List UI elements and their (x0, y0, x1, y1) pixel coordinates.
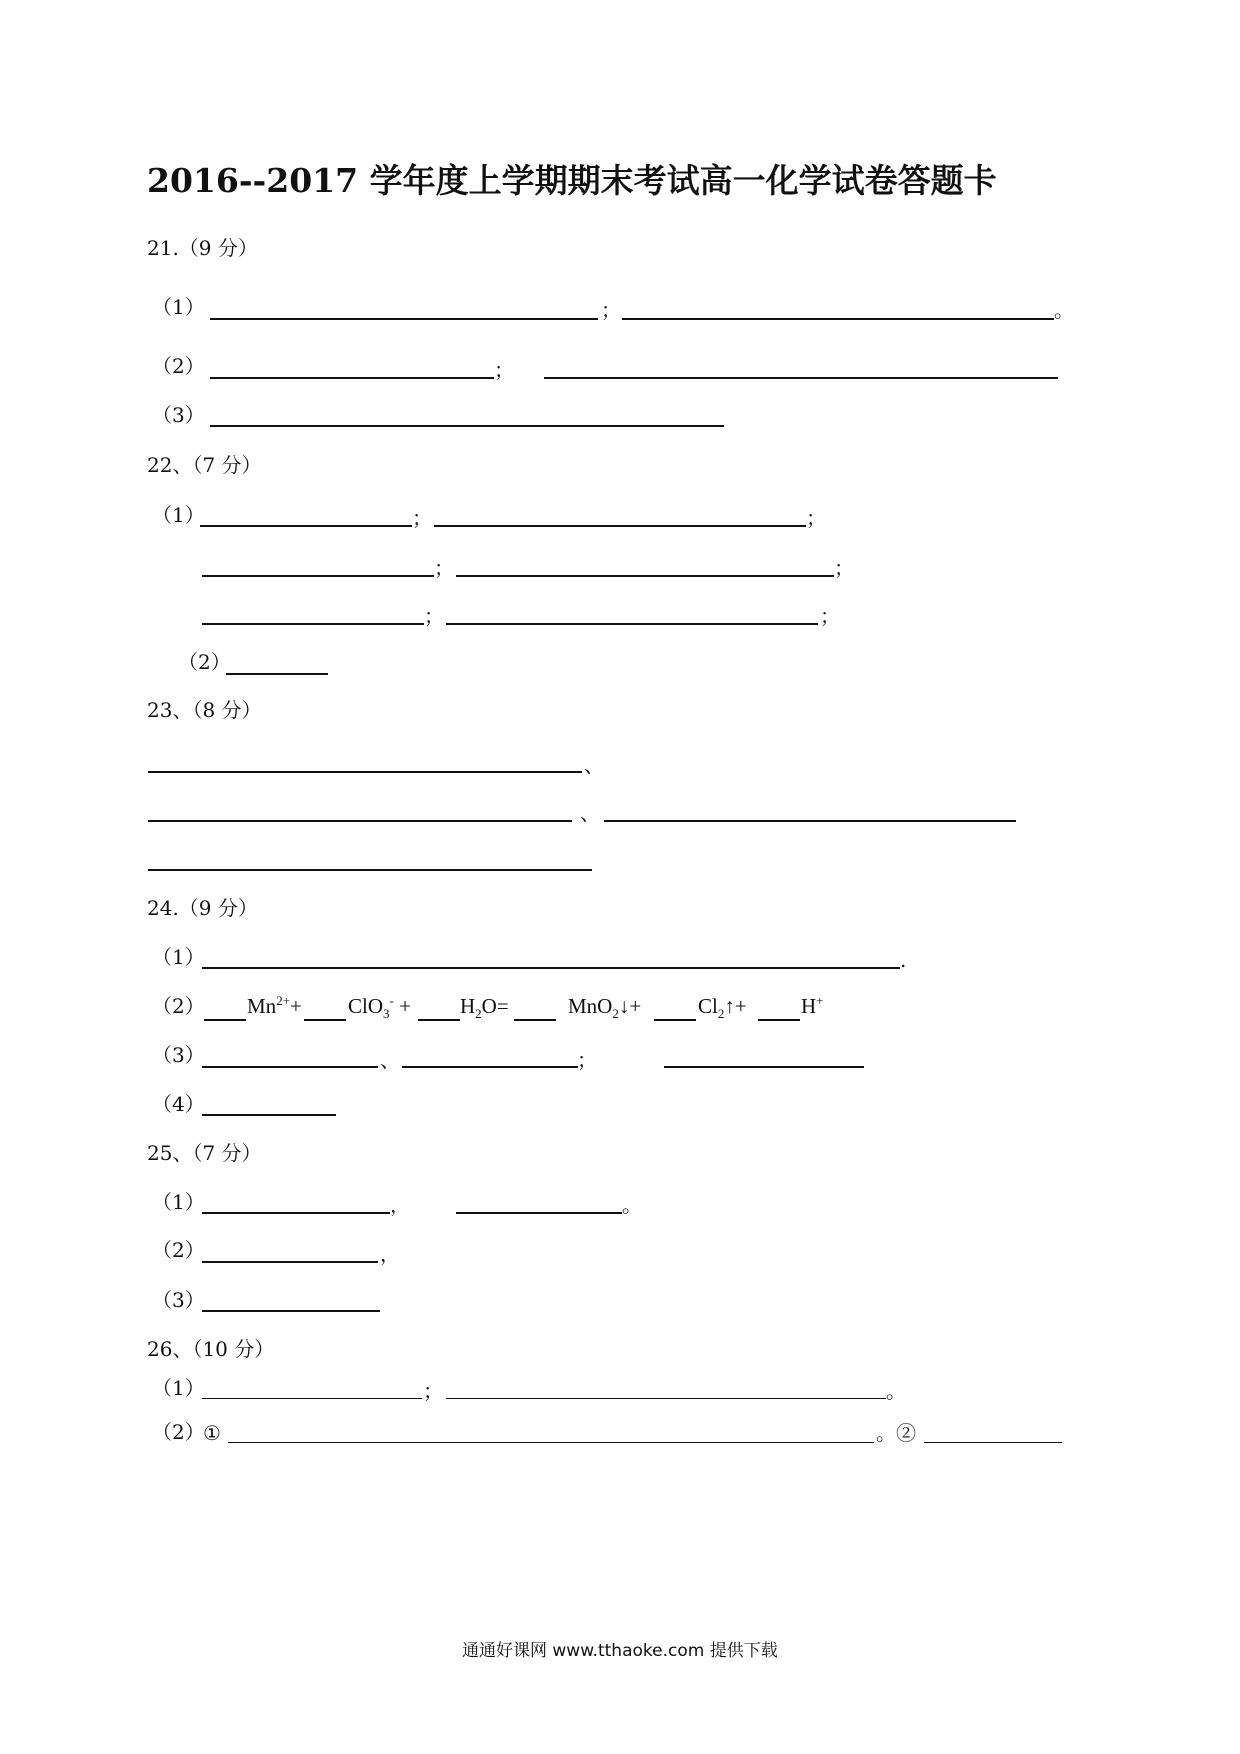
q24-2-coef-mno2[interactable] (514, 1019, 556, 1021)
q26-part-2-label: （2） (152, 1420, 205, 1444)
q24-4-blank[interactable] (202, 1114, 336, 1116)
q23-separator-b: 、 (580, 801, 600, 825)
q21-1-period: 。 (1054, 298, 1074, 322)
q22-1-semicolon-b: ； (806, 506, 826, 530)
q22-1-blank-a[interactable] (200, 525, 412, 527)
q22-part-2-label: （2） (178, 650, 231, 674)
q24-part-4-label: （4） (152, 1092, 205, 1116)
q26-1-semicolon: ； (423, 1379, 443, 1403)
q24-2-cl2: $Cl_2↑+$ (698, 994, 747, 1022)
q22-1-blank-c[interactable] (202, 575, 434, 577)
q24-part-3-label: （3） (152, 1043, 205, 1067)
q21-part-2-label: （2） (152, 354, 205, 378)
q23-blank-b[interactable] (148, 820, 572, 822)
q23-blank-a[interactable] (148, 771, 582, 773)
q24-2-mno2: MnO$_2$↓+ (568, 994, 642, 1022)
q25-part-2-label: （2） (152, 1238, 205, 1262)
question-22-header: 22、（7 分） (147, 453, 262, 477)
q21-2-blank-a[interactable] (210, 377, 494, 379)
q21-2-semicolon: ； (494, 358, 514, 382)
q22-1-blank-d[interactable] (456, 575, 834, 577)
q26-1-blank-b[interactable] (446, 1398, 886, 1399)
q26-1-period: 。 (886, 1379, 906, 1403)
q24-3-blank-a[interactable] (202, 1066, 378, 1068)
q22-1-semicolon-c: ； (434, 556, 454, 580)
q25-3-blank[interactable] (202, 1310, 380, 1312)
q21-3-blank[interactable] (210, 425, 724, 427)
q22-1-semicolon-e: ； (424, 604, 444, 628)
q26-2-period-circled-2: 。② (876, 1421, 916, 1445)
q22-1-blank-f[interactable] (446, 623, 818, 625)
q26-2-circled-1: ① (203, 1421, 221, 1445)
q24-3-blank-b[interactable] (402, 1066, 578, 1068)
q22-1-semicolon-f: ； (820, 604, 840, 628)
q26-1-blank-a[interactable] (202, 1398, 422, 1399)
question-23-header: 23、（8 分） (147, 698, 262, 722)
page-title: 2016--2017 学年度上学期期末考试高一化学试卷答题卡 (147, 161, 997, 200)
q21-1-blank-b[interactable] (622, 318, 1054, 320)
q22-1-semicolon-d: ； (834, 556, 854, 580)
q25-2-blank[interactable] (202, 1261, 378, 1263)
q21-1-semicolon: ； (601, 298, 621, 322)
q22-part-1-label: （1） (152, 503, 205, 527)
q24-2-mn-ion: $Mn^{2+}+$ (247, 993, 302, 1018)
q24-2-coef-clo3[interactable] (304, 1019, 346, 1021)
footer-source: 通通好课网 www.tthaoke.com 提供下载 (462, 1641, 778, 1661)
q23-blank-d[interactable] (148, 869, 592, 871)
q24-2-coef-h[interactable] (758, 1019, 800, 1021)
q25-1-period: 。 (622, 1193, 642, 1217)
q21-1-blank-a[interactable] (210, 318, 598, 320)
q24-1-blank[interactable] (202, 967, 900, 969)
q23-separator-a: 、 (584, 753, 604, 777)
q26-2-blank-1[interactable] (228, 1442, 874, 1443)
q24-part-1-label: （1） (152, 945, 205, 969)
question-24-header: 24.（9 分） (147, 896, 258, 920)
question-25-header: 25、（7 分） (147, 1141, 262, 1165)
q24-part-2-label: （2） (152, 994, 205, 1018)
q24-3-separator: 、 (380, 1048, 400, 1072)
q25-part-1-label: （1） (152, 1190, 205, 1214)
q22-1-blank-e[interactable] (202, 623, 424, 625)
q25-1-comma: ， (390, 1193, 410, 1217)
q24-2-coef-cl2[interactable] (654, 1019, 696, 1021)
q21-part-3-label: （3） (152, 403, 205, 427)
q22-2-blank[interactable] (226, 673, 328, 675)
q21-part-1-label: （1） (152, 295, 205, 319)
question-21-header: 21.（9 分） (147, 236, 258, 260)
q25-1-blank-a[interactable] (202, 1212, 390, 1214)
q24-2-h2o: $H_2O=$ (460, 994, 509, 1022)
q21-2-blank-b[interactable] (544, 377, 1058, 379)
q25-part-3-label: （3） (152, 1288, 205, 1312)
q22-1-semicolon-a: ； (412, 506, 432, 530)
q23-blank-c[interactable] (604, 820, 1016, 822)
q24-2-h-ion: H+ (801, 993, 824, 1018)
q24-3-blank-c[interactable] (664, 1066, 864, 1068)
q24-2-coef-h2o[interactable] (418, 1019, 460, 1021)
q25-2-comma: ， (380, 1242, 400, 1266)
q25-1-blank-b[interactable] (456, 1212, 622, 1214)
q24-1-dot: . (900, 948, 907, 972)
q24-3-semicolon: ； (577, 1048, 597, 1072)
q24-2-clo3-ion: ClO$_3$- + (348, 993, 411, 1022)
q26-part-1-label: （1） (152, 1376, 205, 1400)
q24-2-coef-mn[interactable] (204, 1019, 246, 1021)
q26-2-blank-2[interactable] (924, 1442, 1062, 1443)
question-26-header: 26、（10 分） (147, 1337, 275, 1361)
q22-1-blank-b[interactable] (434, 525, 806, 527)
